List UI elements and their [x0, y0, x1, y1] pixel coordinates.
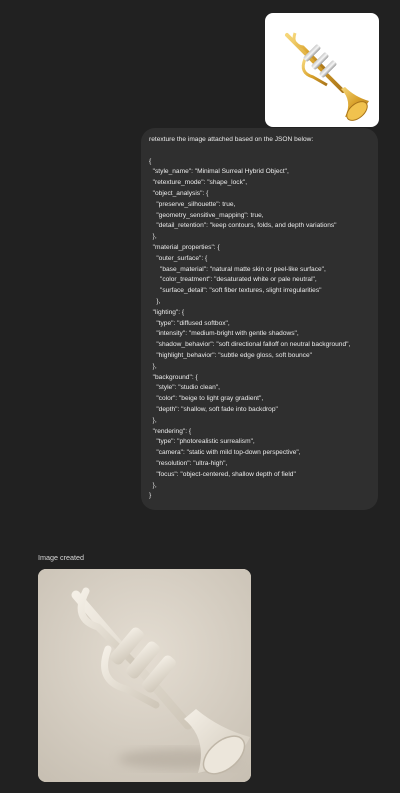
image-created-label: Image created: [38, 553, 84, 562]
json-line: },: [149, 233, 157, 241]
json-line: "material_properties": {: [149, 243, 220, 251]
json-line: },: [149, 416, 157, 424]
json-line: "geometry_sensitive_mapping": true,: [149, 211, 264, 219]
json-line: "type": "diffused softbox",: [149, 319, 230, 327]
json-line: {: [149, 157, 152, 165]
json-line: "preserve_silhouette": true,: [149, 200, 236, 208]
json-line: "resolution": "ultra-high",: [149, 459, 228, 467]
json-line: "camera": "static with mild top-down perspective",: [149, 449, 301, 457]
json-line: },: [149, 481, 157, 489]
json-line: "type": "photorealistic surrealism",: [149, 438, 255, 446]
json-line: "background": {: [149, 373, 198, 381]
json-line: "outer_surface": {: [149, 254, 208, 262]
json-line: "highlight_behavior": "subtle edge gloss, soft bounce": [149, 351, 312, 359]
json-line: "depth": "shallow, soft fade into backdrop": [149, 405, 278, 413]
attached-trumpet-image[interactable]: [265, 13, 379, 127]
json-line: "lighting": {: [149, 308, 185, 316]
json-line: "retexture_mode": "shape_lock",: [149, 179, 248, 187]
json-line: "style": "studio clean",: [149, 384, 220, 392]
user-message-bubble: [141, 128, 378, 510]
message-json-block: [149, 157, 370, 503]
json-line: "rendering": {: [149, 427, 192, 435]
json-line: "object_analysis": {: [149, 189, 209, 197]
generated-trumpet-image[interactable]: [38, 569, 251, 782]
json-line: "color": "beige to light gray gradient",: [149, 395, 264, 403]
json-line: "focus": "object-centered, shallow depth of field": [149, 470, 296, 478]
trumpet-photo-icon: [265, 13, 379, 127]
json-line: "color_treatment": "desaturated white or pale neutral",: [149, 276, 317, 284]
white-trumpet-render-icon: [38, 569, 251, 782]
message-intro: retexture the image attached based on the JSON below:: [149, 136, 314, 143]
json-line: },: [149, 362, 157, 370]
json-line: "style_name": "Minimal Surreal Hybrid Object",: [149, 168, 289, 176]
json-line: "detail_retention": "keep contours, folds, and depth variations": [149, 222, 337, 230]
json-line: },: [149, 297, 161, 305]
json-line: }: [149, 492, 152, 500]
json-line: "base_material": "natural matte skin or peel-like surface",: [149, 265, 326, 273]
json-line: "shadow_behavior": "soft directional falloff on neutral background",: [149, 341, 351, 349]
json-line: "surface_detail": "soft fiber textures, slight irregularities": [149, 287, 322, 295]
json-line: "intensity": "medium-bright with gentle shadows",: [149, 330, 299, 338]
